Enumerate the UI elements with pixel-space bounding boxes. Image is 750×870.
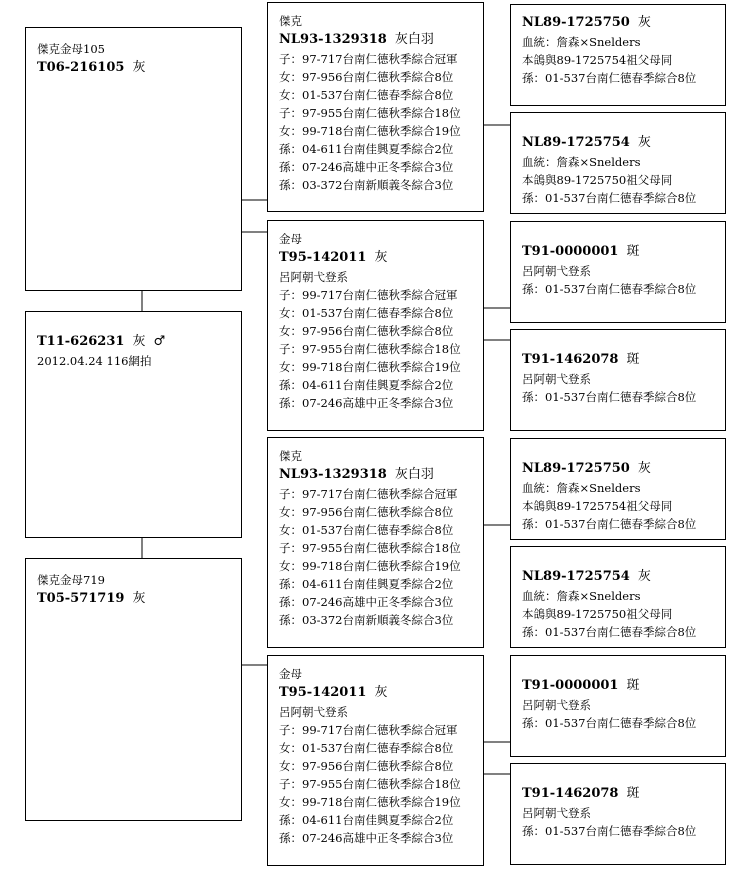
gg-line: 孫：01-537台南仁德春季綜合8位 [522,71,697,85]
breeder-line: 呂阿朝弋登系 [279,705,348,719]
record-line: 子：97-717台南仁德秋季綜合冠軍 [279,52,458,66]
gg-line: 孫：01-537台南仁德春季綜合8位 [522,191,697,205]
dam-dam-name: 金母 [279,667,302,681]
sire-id: T06-216105 灰 [37,60,146,75]
gg-id: T91-0000001 斑 [522,678,640,693]
sire-box [25,27,242,291]
record-line: 女：99-718台南仁德秋季綜合19位 [279,559,461,573]
breeder-line: 呂阿朝弋登系 [279,270,348,284]
gg-id: NL89-1725754 灰 [522,135,651,150]
record-line: 孫：04-611台南佳興夏季綜合2位 [279,577,454,591]
record-line: 女：99-718台南仁德秋季綜合19位 [279,124,461,138]
gg-line: 血統：詹森×Snelders [522,155,641,169]
male-symbol-icon: ♂ [153,334,166,349]
record-line: 女：01-537台南仁德春季綜合8位 [279,741,454,755]
gg-line: 孫：01-537台南仁德春季綜合8位 [522,282,697,296]
gg-box-8 [510,763,726,865]
record-line: 子：97-955台南仁德秋季綜合18位 [279,541,461,555]
dam-sire-name: 傑克 [279,449,302,463]
record-line: 子：97-955台南仁德秋季綜合18位 [279,777,461,791]
dam-box [25,558,242,821]
dam-id: T05-571719 灰 [37,591,146,606]
sire-sire-box [267,2,484,212]
record-line: 孫：07-246高雄中正冬季綜合3位 [279,160,454,174]
record-line: 孫：04-611台南佳興夏季綜合2位 [279,813,454,827]
gg-line: 呂阿朝弋登系 [522,264,591,278]
record-line: 孫：03-372台南新順義冬綜合3位 [279,613,454,627]
record-line: 女：97-956台南仁德秋季綜合8位 [279,324,454,338]
gg-line: 呂阿朝弋登系 [522,806,591,820]
subject-note: 2012.04.24 116網拍 [37,354,152,368]
record-line: 孫：04-611台南佳興夏季綜合2位 [279,378,454,392]
record-line: 女：97-956台南仁德秋季綜合8位 [279,70,454,84]
gg-id: T91-1462078 斑 [522,786,640,801]
sire-dam-id: T95-142011 灰 [279,250,388,265]
record-line: 孫：07-246高雄中正冬季綜合3位 [279,595,454,609]
dam-dam-id: T95-142011 灰 [279,685,388,700]
gg-id: T91-0000001 斑 [522,244,640,259]
record-line: 子：97-955台南仁德秋季綜合18位 [279,342,461,356]
record-line: 女：99-718台南仁德秋季綜合19位 [279,360,461,374]
gg-line: 血統：詹森×Snelders [522,589,641,603]
gg-box-1 [510,4,726,106]
gg-line: 呂阿朝弋登系 [522,372,591,386]
record-line: 孫：07-246高雄中正冬季綜合3位 [279,396,454,410]
record-line: 女：01-537台南仁德春季綜合8位 [279,306,454,320]
subject-box [25,311,242,538]
record-line: 女：01-537台南仁德春季綜合8位 [279,523,454,537]
record-line: 子：97-717台南仁德秋季綜合冠軍 [279,487,458,501]
gg-id: NL89-1725754 灰 [522,569,651,584]
sire-name: 傑克金母105 [37,42,105,56]
gg-line: 血統：詹森×Snelders [522,481,641,495]
gg-line: 本鴿與89-1725754祖父母同 [522,499,673,513]
record-line: 孫：03-372台南新順義冬綜合3位 [279,178,454,192]
record-line: 女：01-537台南仁德春季綜合8位 [279,88,454,102]
sire-dam-box [267,220,484,431]
record-line: 孫：07-246高雄中正冬季綜合3位 [279,831,454,845]
gg-line: 血統：詹森×Snelders [522,35,641,49]
gg-line: 本鴿與89-1725754祖父母同 [522,53,673,67]
subject-id: T11-626231 灰 ♂ [37,334,166,349]
gg-line: 孫：01-537台南仁德春季綜合8位 [522,824,697,838]
dam-sire-box [267,437,484,648]
gg-line: 呂阿朝弋登系 [522,698,591,712]
sire-dam-name: 金母 [279,232,302,246]
dam-name: 傑克金母719 [37,573,105,587]
gg-line: 孫：01-537台南仁德春季綜合8位 [522,716,697,730]
gg-line: 孫：01-537台南仁德春季綜合8位 [522,625,697,639]
gg-id: NL89-1725750 灰 [522,461,651,476]
gg-box-4 [510,329,726,431]
gg-id: NL89-1725750 灰 [522,15,651,30]
record-line: 孫：04-611台南佳興夏季綜合2位 [279,142,454,156]
gg-box-6 [510,546,726,648]
gg-id: T91-1462078 斑 [522,352,640,367]
gg-box-7 [510,655,726,757]
record-line: 女：99-718台南仁德秋季綜合19位 [279,795,461,809]
gg-line: 本鴿與89-1725750祖父母同 [522,607,673,621]
gg-line: 孫：01-537台南仁德春季綜合8位 [522,390,697,404]
gg-box-3 [510,221,726,323]
gg-line: 本鴿與89-1725750祖父母同 [522,173,673,187]
record-line: 女：97-956台南仁德秋季綜合8位 [279,759,454,773]
dam-dam-box [267,655,484,866]
sire-sire-id: NL93-1329318 灰白羽 [279,32,434,47]
record-line: 子：97-955台南仁德秋季綜合18位 [279,106,461,120]
record-line: 女：97-956台南仁德秋季綜合8位 [279,505,454,519]
gg-box-5 [510,438,726,540]
gg-box-2 [510,112,726,214]
sire-sire-name: 傑克 [279,14,302,28]
gg-line: 孫：01-537台南仁德春季綜合8位 [522,517,697,531]
dam-sire-id: NL93-1329318 灰白羽 [279,467,434,482]
record-line: 子：99-717台南仁德秋季綜合冠軍 [279,723,458,737]
record-line: 子：99-717台南仁德秋季綜合冠軍 [279,288,458,302]
